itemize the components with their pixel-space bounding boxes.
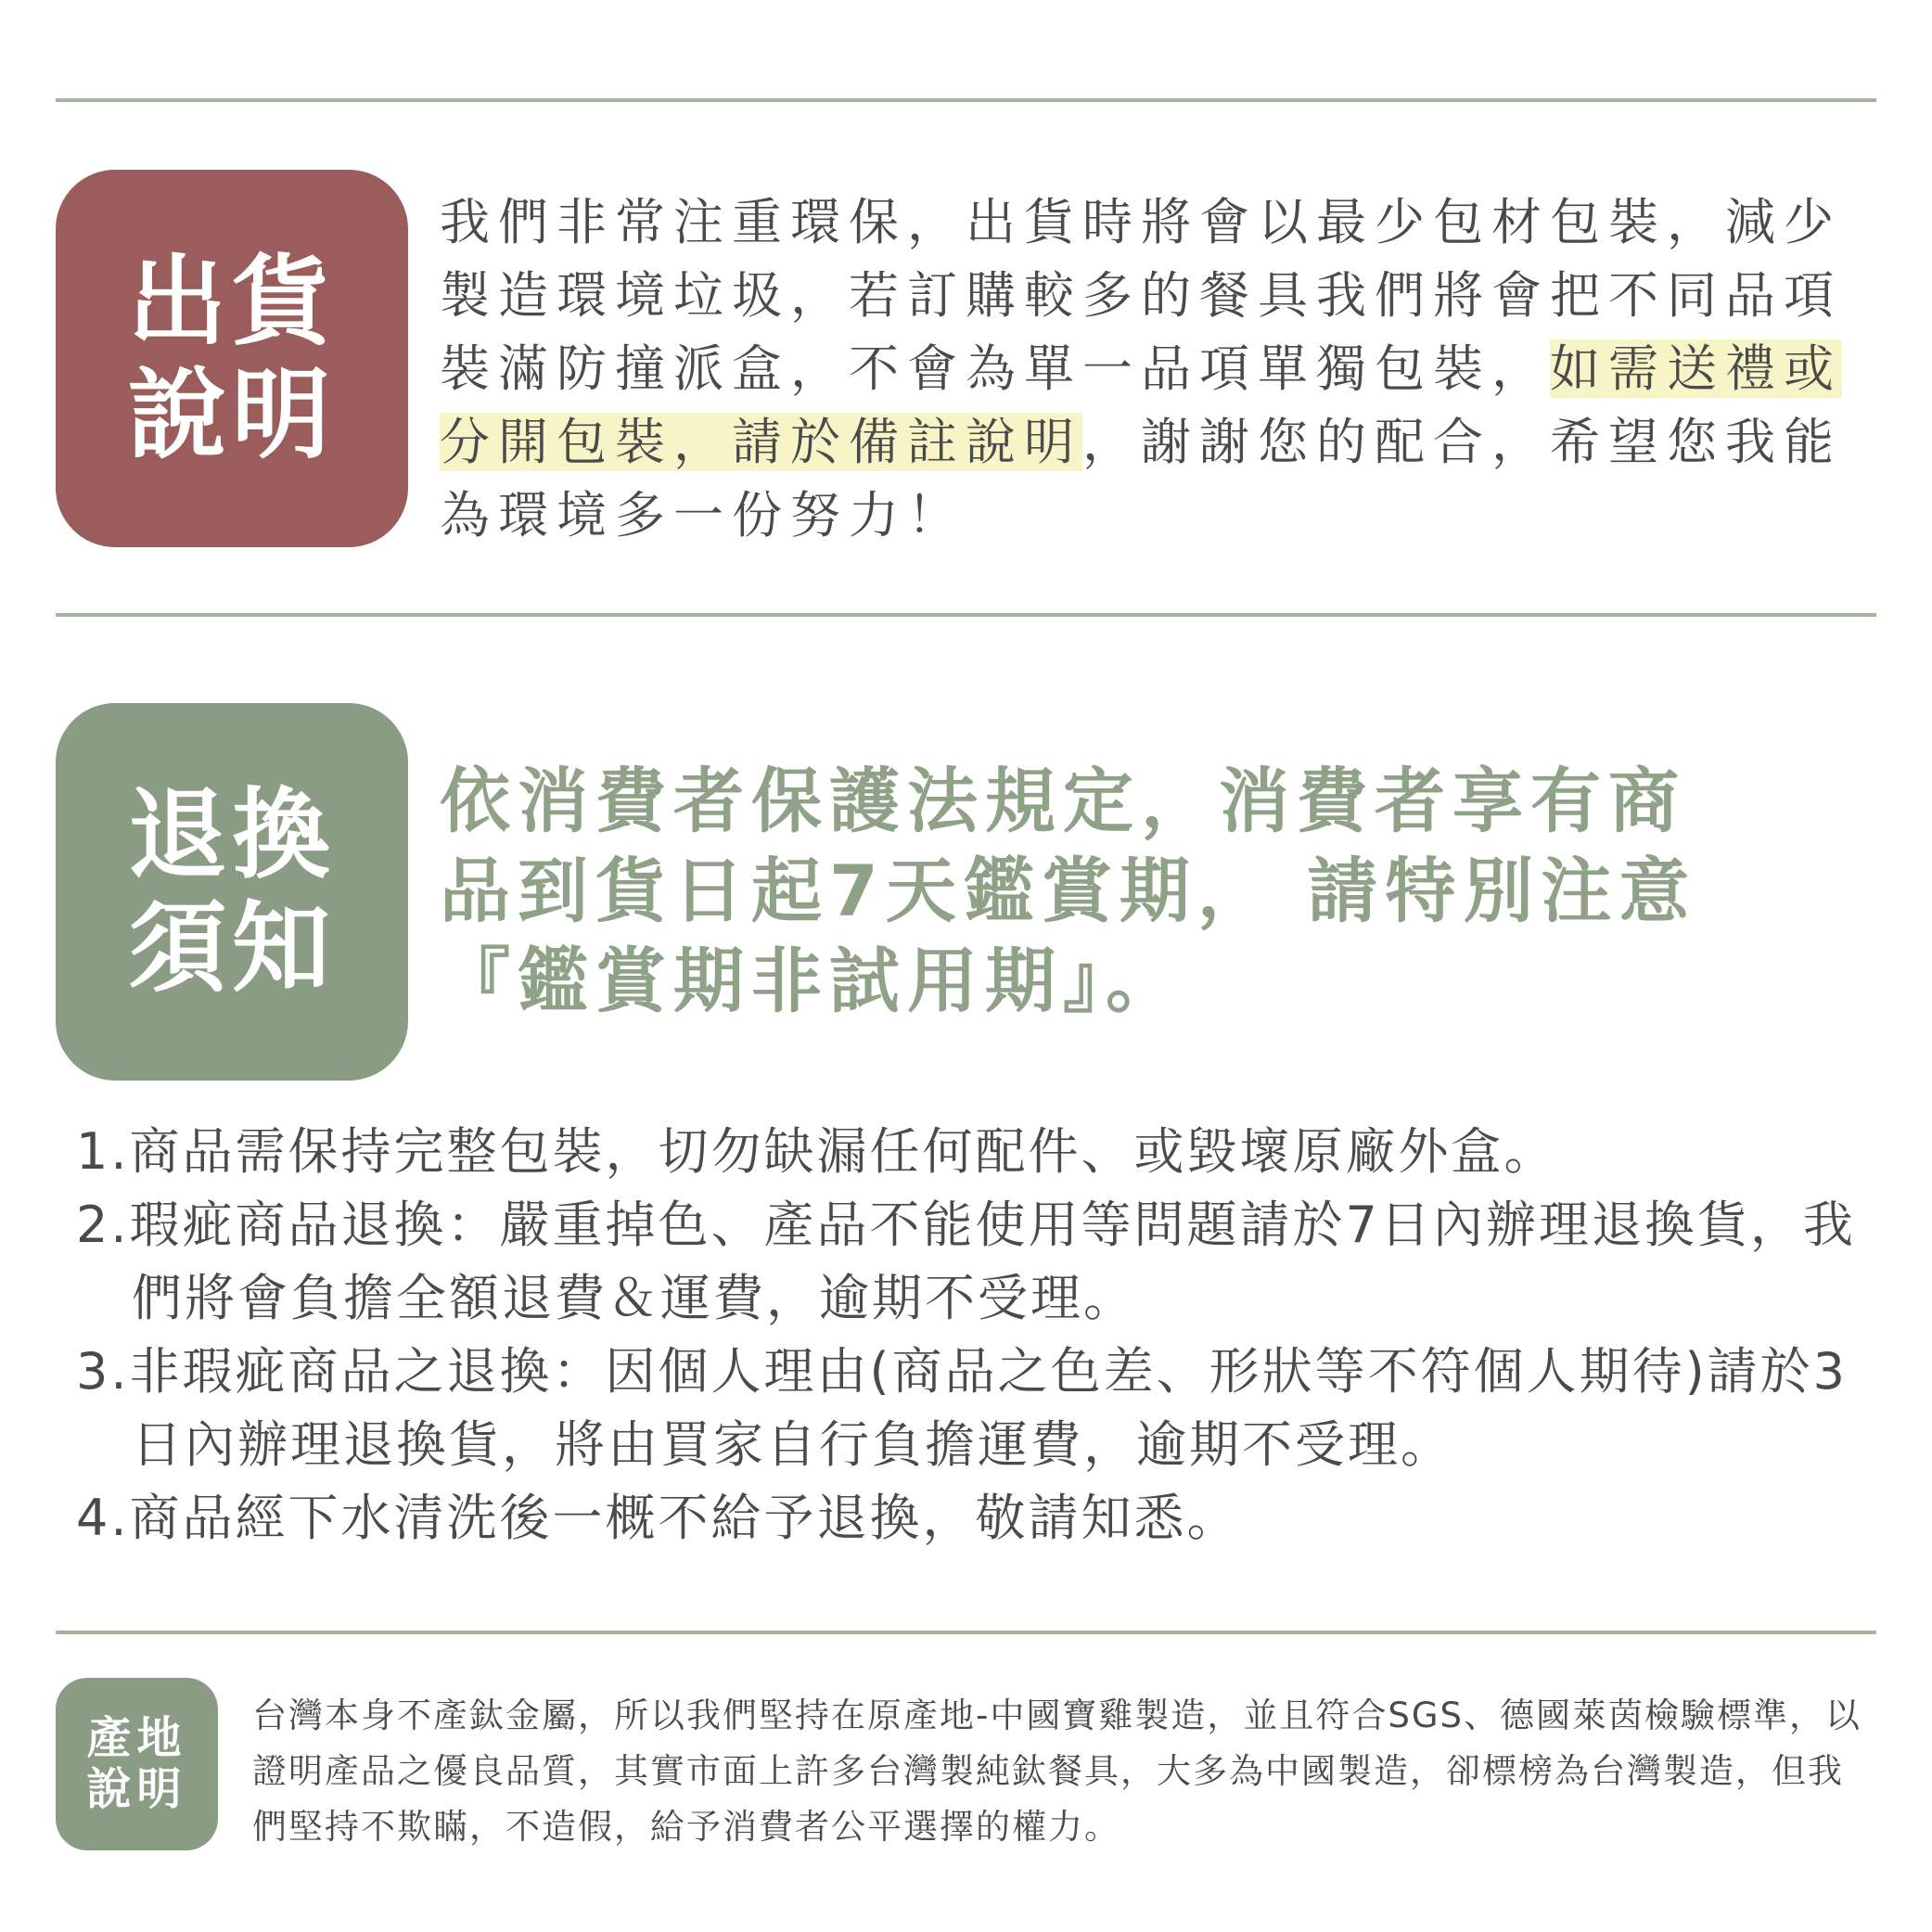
- origin-badge: [56, 1678, 218, 1850]
- shipping-badge-line1: 出貨: [128, 244, 336, 359]
- divider-after-shipping: [56, 613, 1876, 617]
- returns-lead-line3: 『鑑賞期非試用期』。: [440, 940, 1184, 1022]
- returns-badge-line2: 須知: [128, 890, 336, 1005]
- shipping-badge: [56, 170, 408, 547]
- divider-top: [56, 98, 1876, 102]
- origin-text: 台灣本身不產鈦金屬，所以我們堅持在原產地-中國寶雞製造，並且符合SGS、德國萊茵檢驗標準，以證明產品之優良品質，其實市面上許多台灣製純鈦餐具，大多為中國製造，卻標榜為台灣製造，但我們堅持不欺瞞，不造假，給予消費者公平選擇的權力。: [252, 1695, 1862, 1847]
- list-item: 2.瑕疵商品退換：嚴重掉色、產品不能使用等問題請於7日內辦理退換貨，我們將會負擔全額退費＆運費，逾期不受理。: [76, 1196, 1856, 1327]
- shipping-text-part2: ，謝謝您的配合，希望您我能為環境多一份努力！: [440, 413, 1842, 544]
- returns-lead-line2: 品到貨日起7天鑑賞期， 請特別注意: [440, 850, 1697, 932]
- returns-badge-line1: 退換: [128, 777, 336, 892]
- list-item: 3.非瑕疵商品之退換：因個人理由(商品之色差、形狀等不符個人期待)請於3日內辦理退換貨，將由買家自行負擔運費，逾期不受理。: [76, 1342, 1849, 1474]
- origin-badge-line2: 說明: [86, 1763, 187, 1815]
- returns-rules-list: [76, 1115, 1866, 1555]
- returns-lead: [440, 756, 1831, 1026]
- shipping-badge-line2: 說明: [128, 357, 336, 472]
- list-item: 4.商品經下水清洗後一概不給予退換，敬請知悉。: [76, 1489, 1240, 1547]
- list-item: 1.商品需保持完整包裝，切勿缺漏任何配件、或毀壞原廠外盒。: [76, 1122, 1557, 1181]
- returns-lead-line1: 依消費者保護法規定，消費者享有商: [440, 760, 1686, 842]
- shipping-text-highlight: 如需送禮或分開包裝，請於備註說明: [440, 339, 1842, 471]
- origin-badge-line1: 產地: [86, 1711, 187, 1764]
- shipping-text: [440, 186, 1868, 552]
- divider-after-returns: [56, 1631, 1876, 1634]
- shipping-text-part1: 我們非常注重環保，出貨時將會以最少包材包裝，減少製造環境垃圾，若訂購較多的餐具我們將會把不同品項裝滿防撞派盒，不會為單一品項單獨包裝，: [440, 193, 1842, 398]
- returns-badge: [56, 703, 408, 1081]
